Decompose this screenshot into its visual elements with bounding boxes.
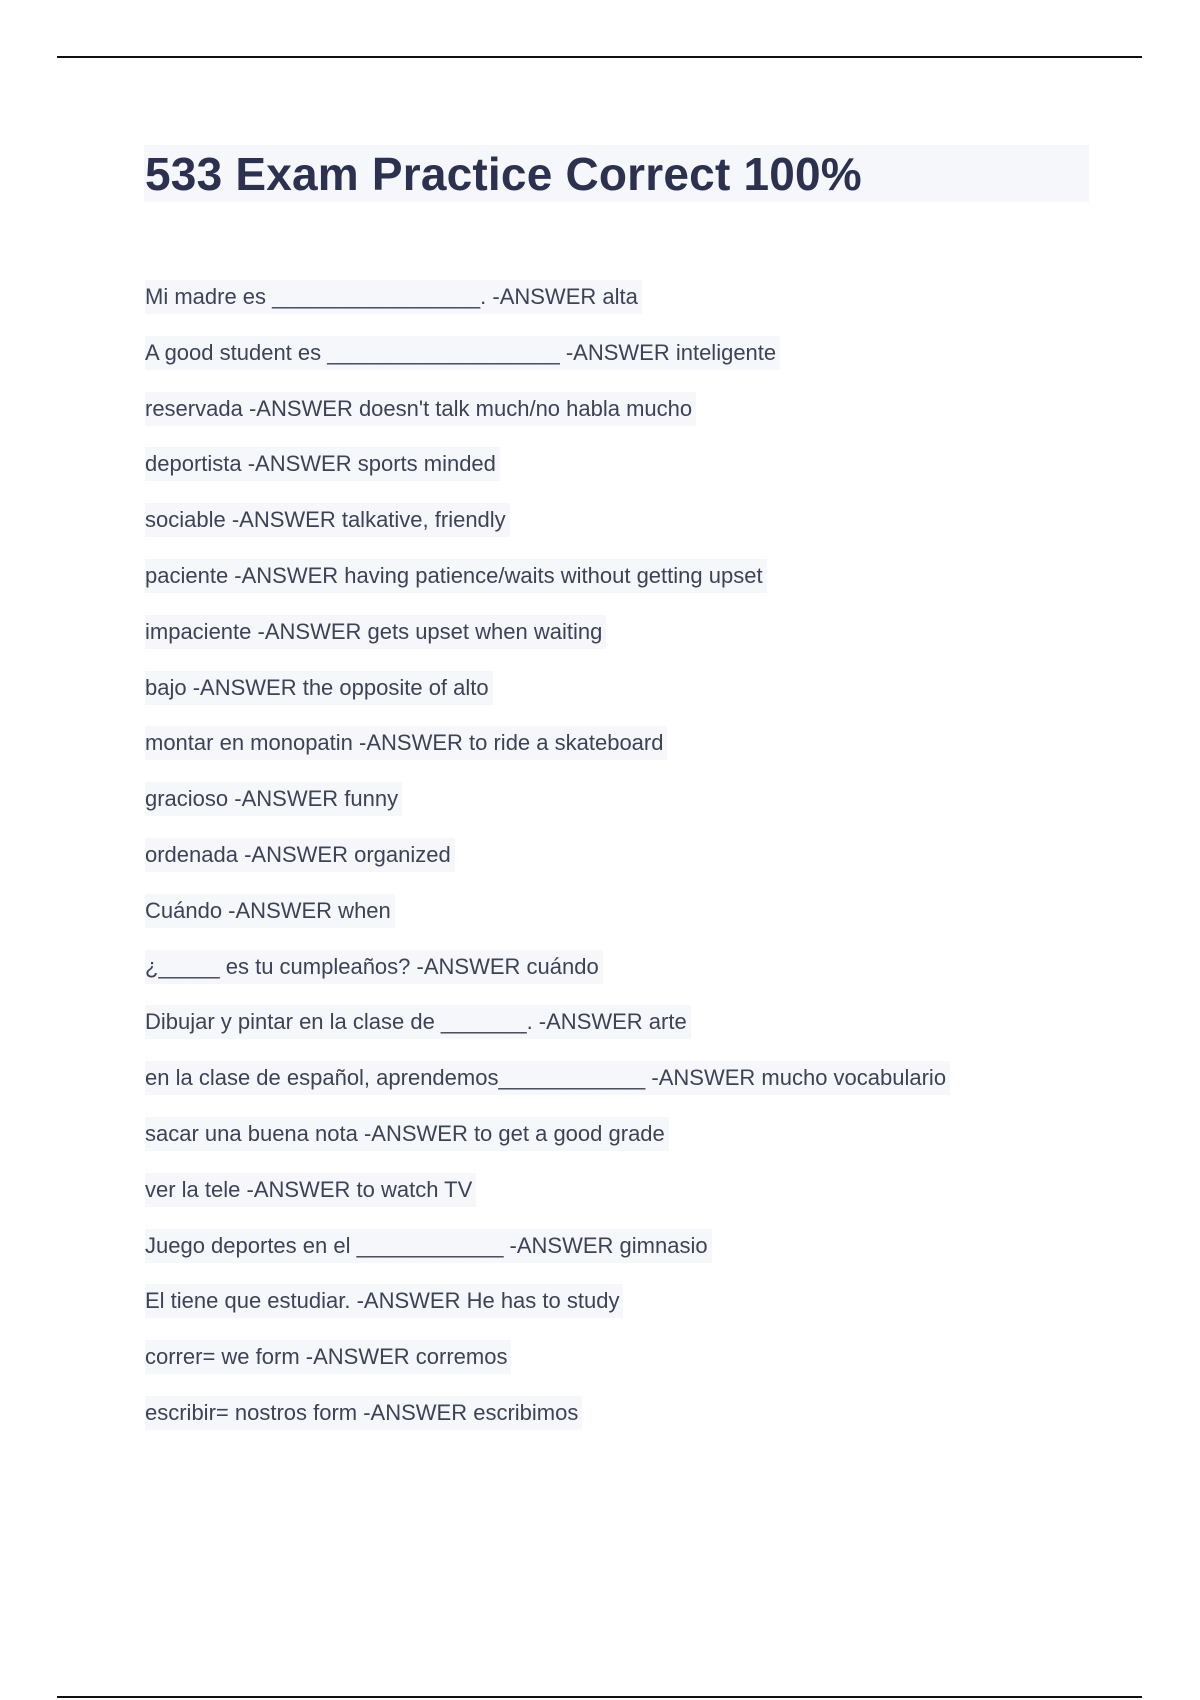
question-answer-text: en la clase de español, aprendemos____________ -ANSWER mucho vocabulario	[145, 1061, 950, 1095]
question-answer-text: correr= we form -ANSWER corremos	[145, 1340, 511, 1374]
question-answer-text: reservada -ANSWER doesn't talk much/no habla mucho	[145, 392, 696, 426]
list-item	[145, 1340, 1105, 1396]
question-answer-text: ver la tele -ANSWER to watch TV	[145, 1173, 476, 1207]
question-answer-text: montar en monopatin -ANSWER to ride a skateboard	[145, 726, 667, 760]
question-answer-list	[145, 280, 1105, 1452]
list-item	[145, 1117, 1105, 1173]
top-rule	[57, 56, 1142, 58]
question-answer-text: Dibujar y pintar en la clase de _______. -ANSWER arte	[145, 1005, 691, 1039]
list-item	[145, 392, 1105, 448]
list-item	[145, 1396, 1105, 1452]
list-item	[145, 1284, 1105, 1340]
list-item	[145, 671, 1105, 727]
question-answer-text: bajo -ANSWER the opposite of alto	[145, 671, 493, 705]
page-title: 533 Exam Practice Correct 100%	[145, 148, 862, 200]
list-item	[145, 894, 1105, 950]
list-item	[145, 503, 1105, 559]
list-item	[145, 615, 1105, 671]
list-item	[145, 782, 1105, 838]
question-answer-text: sacar una buena nota -ANSWER to get a good grade	[145, 1117, 669, 1151]
question-answer-text: gracioso -ANSWER funny	[145, 782, 402, 816]
list-item	[145, 280, 1105, 336]
list-item	[145, 1229, 1105, 1285]
list-item	[145, 1173, 1105, 1229]
question-answer-text: El tiene que estudiar. -ANSWER He has to study	[145, 1284, 623, 1318]
question-answer-text: Juego deportes en el ____________ -ANSWER gimnasio	[145, 1229, 712, 1263]
list-item	[145, 838, 1105, 894]
list-item	[145, 447, 1105, 503]
list-item	[145, 1061, 1105, 1117]
list-item	[145, 336, 1105, 392]
list-item	[145, 1005, 1105, 1061]
question-answer-text: sociable -ANSWER talkative, friendly	[145, 503, 510, 537]
question-answer-text: deportista -ANSWER sports minded	[145, 447, 500, 481]
question-answer-text: impaciente -ANSWER gets upset when waiting	[145, 615, 606, 649]
bottom-rule	[57, 1696, 1142, 1698]
list-item	[145, 559, 1105, 615]
list-item	[145, 726, 1105, 782]
question-answer-text: Cuándo -ANSWER when	[145, 894, 395, 928]
question-answer-text: Mi madre es _________________. -ANSWER alta	[145, 280, 642, 314]
question-answer-text: paciente -ANSWER having patience/waits without getting upset	[145, 559, 767, 593]
question-answer-text: escribir= nostros form -ANSWER escribimos	[145, 1396, 582, 1430]
question-answer-text: A good student es ___________________ -ANSWER inteligente	[145, 336, 780, 370]
list-item	[145, 950, 1105, 1006]
question-answer-text: ordenada -ANSWER organized	[145, 838, 455, 872]
question-answer-text: ¿_____ es tu cumpleaños? -ANSWER cuándo	[145, 950, 603, 984]
